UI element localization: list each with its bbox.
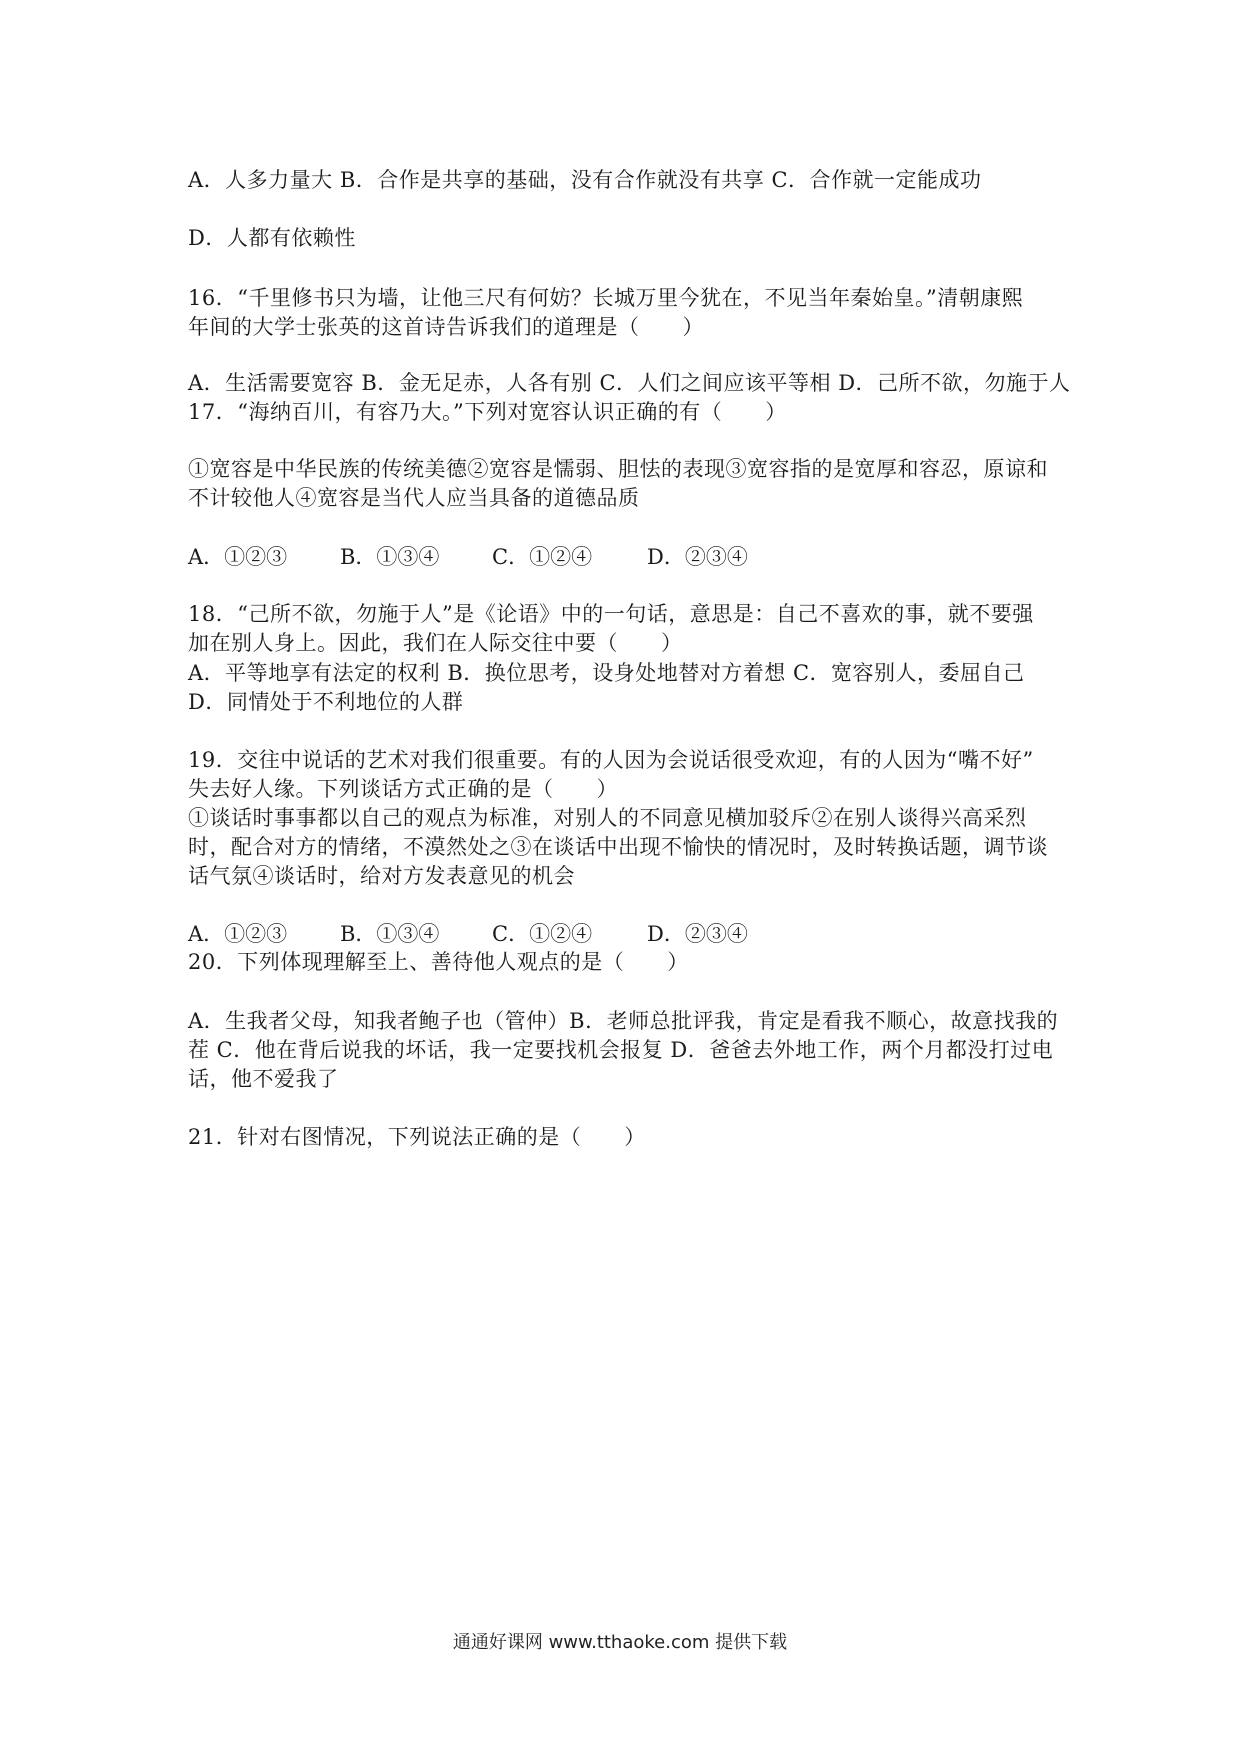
q17-items-line2: 不计较他人④宽容是当代人应当具备的道德品质: [188, 486, 640, 510]
q15-options-line2: D．人都有依赖性: [188, 226, 356, 250]
q17-option-a: A．①②③: [188, 545, 288, 569]
q19-option-a: A．①②③: [188, 922, 288, 946]
q19-option-c: C．①②④: [492, 922, 593, 946]
q20-options-line1: A．生我者父母，知我者鲍子也（管仲）B．老师总批评我，肯定是看我不顺心，故意找我的: [188, 1009, 1059, 1033]
page-footer: 通通好课网 www.tthaoke.com 提供下载: [452, 1632, 788, 1653]
q17-options: [188, 541, 748, 574]
q19-items-line3: 话气氛④谈话时，给对方发表意见的机会: [188, 864, 575, 888]
q16-stem-line1: 16．“千里修书只为墙，让他三尺有何妨？长城万里今犹在，不见当年秦始皇。”清朝康熙: [188, 286, 1024, 310]
q21-stem: 21．针对右图情况，下列说法正确的是（ ）: [188, 1125, 646, 1149]
q20-stem: 20．下列体现理解至上、善待他人观点的是（ ）: [188, 950, 689, 974]
q17-stem: 17．“海纳百川，有容乃大。”下列对宽容认识正确的有（ ）: [188, 400, 787, 424]
q16-options: A．生活需要宽容 B．金无足赤，人各有别 C．人们之间应该平等相 D．己所不欲，勿施于人: [188, 371, 1071, 395]
q16-stem-line2: 年间的大学士张英的这首诗告诉我们的道理是（ ）: [188, 315, 704, 339]
q17-items-line1: ①宽容是中华民族的传统美德②宽容是懦弱、胆怯的表现③宽容指的是宽厚和容忍，原谅和: [188, 457, 1048, 481]
q17-option-b: B．①③④: [340, 545, 440, 569]
q18-options-line1: A．平等地享有法定的权利 B．换位思考，设身处地替对方着想 C．宽容别人，委屈自己: [188, 661, 1025, 685]
q17-option-c: C．①②④: [492, 545, 593, 569]
q19-option-b: B．①③④: [340, 922, 440, 946]
q18-stem-line1: 18．“己所不欲，勿施于人”是《论语》中的一句话，意思是：自己不喜欢的事，就不要强: [188, 602, 1034, 626]
q19-items-line2: 时，配合对方的情绪，不漠然处之③在谈话中出现不愉快的情况时，及时转换话题，调节谈: [188, 835, 1048, 859]
q20-options-line3: 话，他不爱我了: [188, 1067, 339, 1091]
q19-option-d: D．②③④: [647, 922, 748, 946]
q19-items-line1: ①谈话时事事都以自己的观点为标准，对别人的不同意见横加驳斥②在别人谈得兴高采烈: [188, 806, 1027, 830]
q19-stem-line2: 失去好人缘。下列谈话方式正确的是（ ）: [188, 777, 618, 801]
q19-stem-line1: 19．交往中说话的艺术对我们很重要。有的人因为会说话很受欢迎，有的人因为“嘴不好”: [188, 748, 1034, 772]
q17-option-d: D．②③④: [647, 545, 748, 569]
q18-stem-line2: 加在别人身上。因此，我们在人际交往中要（ ）: [188, 631, 683, 655]
q18-options-line2: D．同情处于不利地位的人群: [188, 690, 464, 714]
q15-options-line1: A．人多力量大 B．合作是共享的基础，没有合作就没有共享 C．合作就一定能成功: [188, 168, 982, 192]
q20-options-line2: 茬 C．他在背后说我的坏话，我一定要找机会报复 D．爸爸去外地工作，两个月都没打过电: [188, 1038, 1054, 1062]
